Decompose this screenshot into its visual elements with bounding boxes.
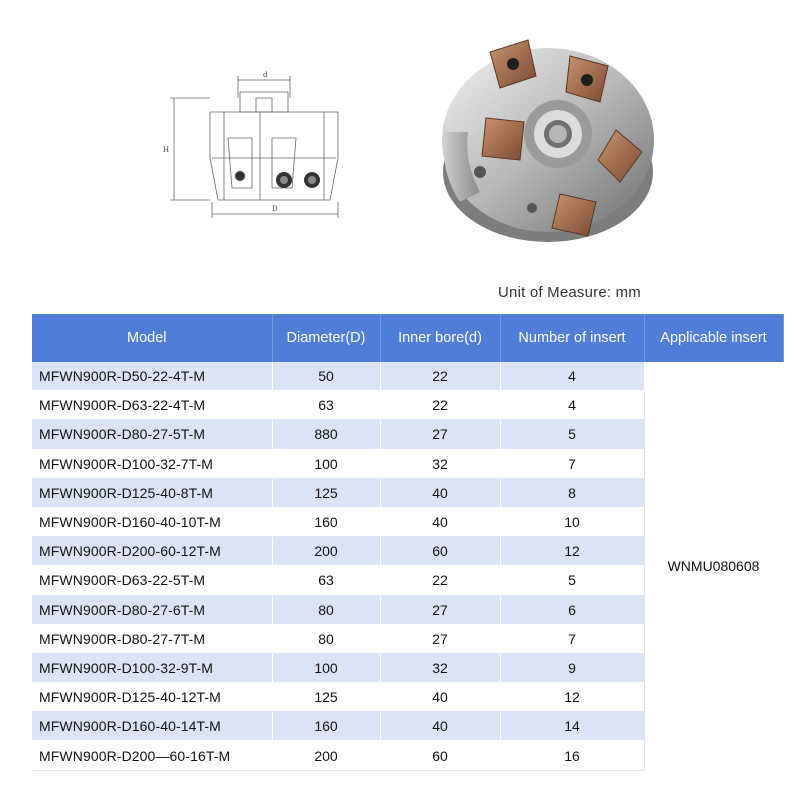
- cell-diameter: 125: [272, 683, 380, 712]
- cell-inserts: 6: [500, 595, 644, 624]
- table-header-row: [32, 314, 783, 362]
- cell-model: MFWN900R-D200—60-16T-M: [32, 741, 272, 770]
- header-diameter: Diameter(D): [272, 314, 380, 362]
- drawing-label-dd: D: [272, 205, 278, 213]
- cell-diameter: 100: [272, 449, 380, 478]
- cell-inserts: 10: [500, 507, 644, 536]
- cell-bore: 22: [380, 566, 500, 595]
- cell-bore: 60: [380, 741, 500, 770]
- cell-model: MFWN900R-D160-40-10T-M: [32, 507, 272, 536]
- cell-bore: 22: [380, 362, 500, 391]
- cell-inserts: 5: [500, 566, 644, 595]
- cell-diameter: 200: [272, 741, 380, 770]
- cell-inserts: 4: [500, 362, 644, 391]
- cell-inserts: 16: [500, 741, 644, 770]
- cell-bore: 60: [380, 537, 500, 566]
- cell-model: MFWN900R-D50-22-4T-M: [32, 362, 272, 391]
- cell-model: MFWN900R-D80-27-7T-M: [32, 624, 272, 653]
- cell-model: MFWN900R-D100-32-9T-M: [32, 653, 272, 682]
- cell-model: MFWN900R-D125-40-12T-M: [32, 683, 272, 712]
- cell-diameter: 125: [272, 478, 380, 507]
- header-number-of-insert: Number of insert: [500, 314, 644, 362]
- header-applicable-insert: Applicable insert: [644, 314, 783, 362]
- cell-inserts: 9: [500, 653, 644, 682]
- cell-applicable-insert: WNMU080608: [644, 362, 783, 770]
- specification-table: [32, 314, 784, 771]
- unit-of-measure-label: Unit of Measure: mm: [498, 284, 642, 301]
- cell-bore: 40: [380, 507, 500, 536]
- cell-bore: 40: [380, 712, 500, 741]
- cell-bore: 22: [380, 391, 500, 420]
- cell-model: MFWN900R-D63-22-4T-M: [32, 391, 272, 420]
- cell-inserts: 5: [500, 420, 644, 449]
- cell-model: MFWN900R-D63-22-5T-M: [32, 566, 272, 595]
- cell-bore: 27: [380, 420, 500, 449]
- cell-inserts: 12: [500, 537, 644, 566]
- header-inner-bore: Inner bore(d): [380, 314, 500, 362]
- cell-inserts: 14: [500, 712, 644, 741]
- cell-diameter: 80: [272, 624, 380, 653]
- cutter-technical-drawing: [160, 68, 360, 228]
- cell-diameter: 63: [272, 566, 380, 595]
- cell-diameter: 160: [272, 712, 380, 741]
- cutter-product-photo: [420, 22, 660, 252]
- cell-bore: 32: [380, 449, 500, 478]
- cell-diameter: 160: [272, 507, 380, 536]
- cell-inserts: 8: [500, 478, 644, 507]
- drawing-label-d: d: [263, 71, 268, 79]
- cell-diameter: 80: [272, 595, 380, 624]
- cell-model: MFWN900R-D100-32-7T-M: [32, 449, 272, 478]
- cell-model: MFWN900R-D125-40-8T-M: [32, 478, 272, 507]
- cell-model: MFWN900R-D200-60-12T-M: [32, 537, 272, 566]
- cell-model: MFWN900R-D80-27-5T-M: [32, 420, 272, 449]
- cell-diameter: 63: [272, 391, 380, 420]
- cell-inserts: 7: [500, 624, 644, 653]
- cell-inserts: 7: [500, 449, 644, 478]
- cell-bore: 27: [380, 624, 500, 653]
- cell-model: MFWN900R-D160-40-14T-M: [32, 712, 272, 741]
- drawing-label-h: H: [163, 146, 170, 154]
- cell-diameter: 100: [272, 653, 380, 682]
- cell-diameter: 50: [272, 362, 380, 391]
- cell-model: MFWN900R-D80-27-6T-M: [32, 595, 272, 624]
- cell-bore: 40: [380, 478, 500, 507]
- cell-inserts: 12: [500, 683, 644, 712]
- table-row: [32, 362, 783, 391]
- cell-bore: 40: [380, 683, 500, 712]
- cell-inserts: 4: [500, 391, 644, 420]
- cell-diameter: 200: [272, 537, 380, 566]
- header-model: Model: [32, 314, 272, 362]
- cell-diameter: 880: [272, 420, 380, 449]
- cell-bore: 32: [380, 653, 500, 682]
- cell-bore: 27: [380, 595, 500, 624]
